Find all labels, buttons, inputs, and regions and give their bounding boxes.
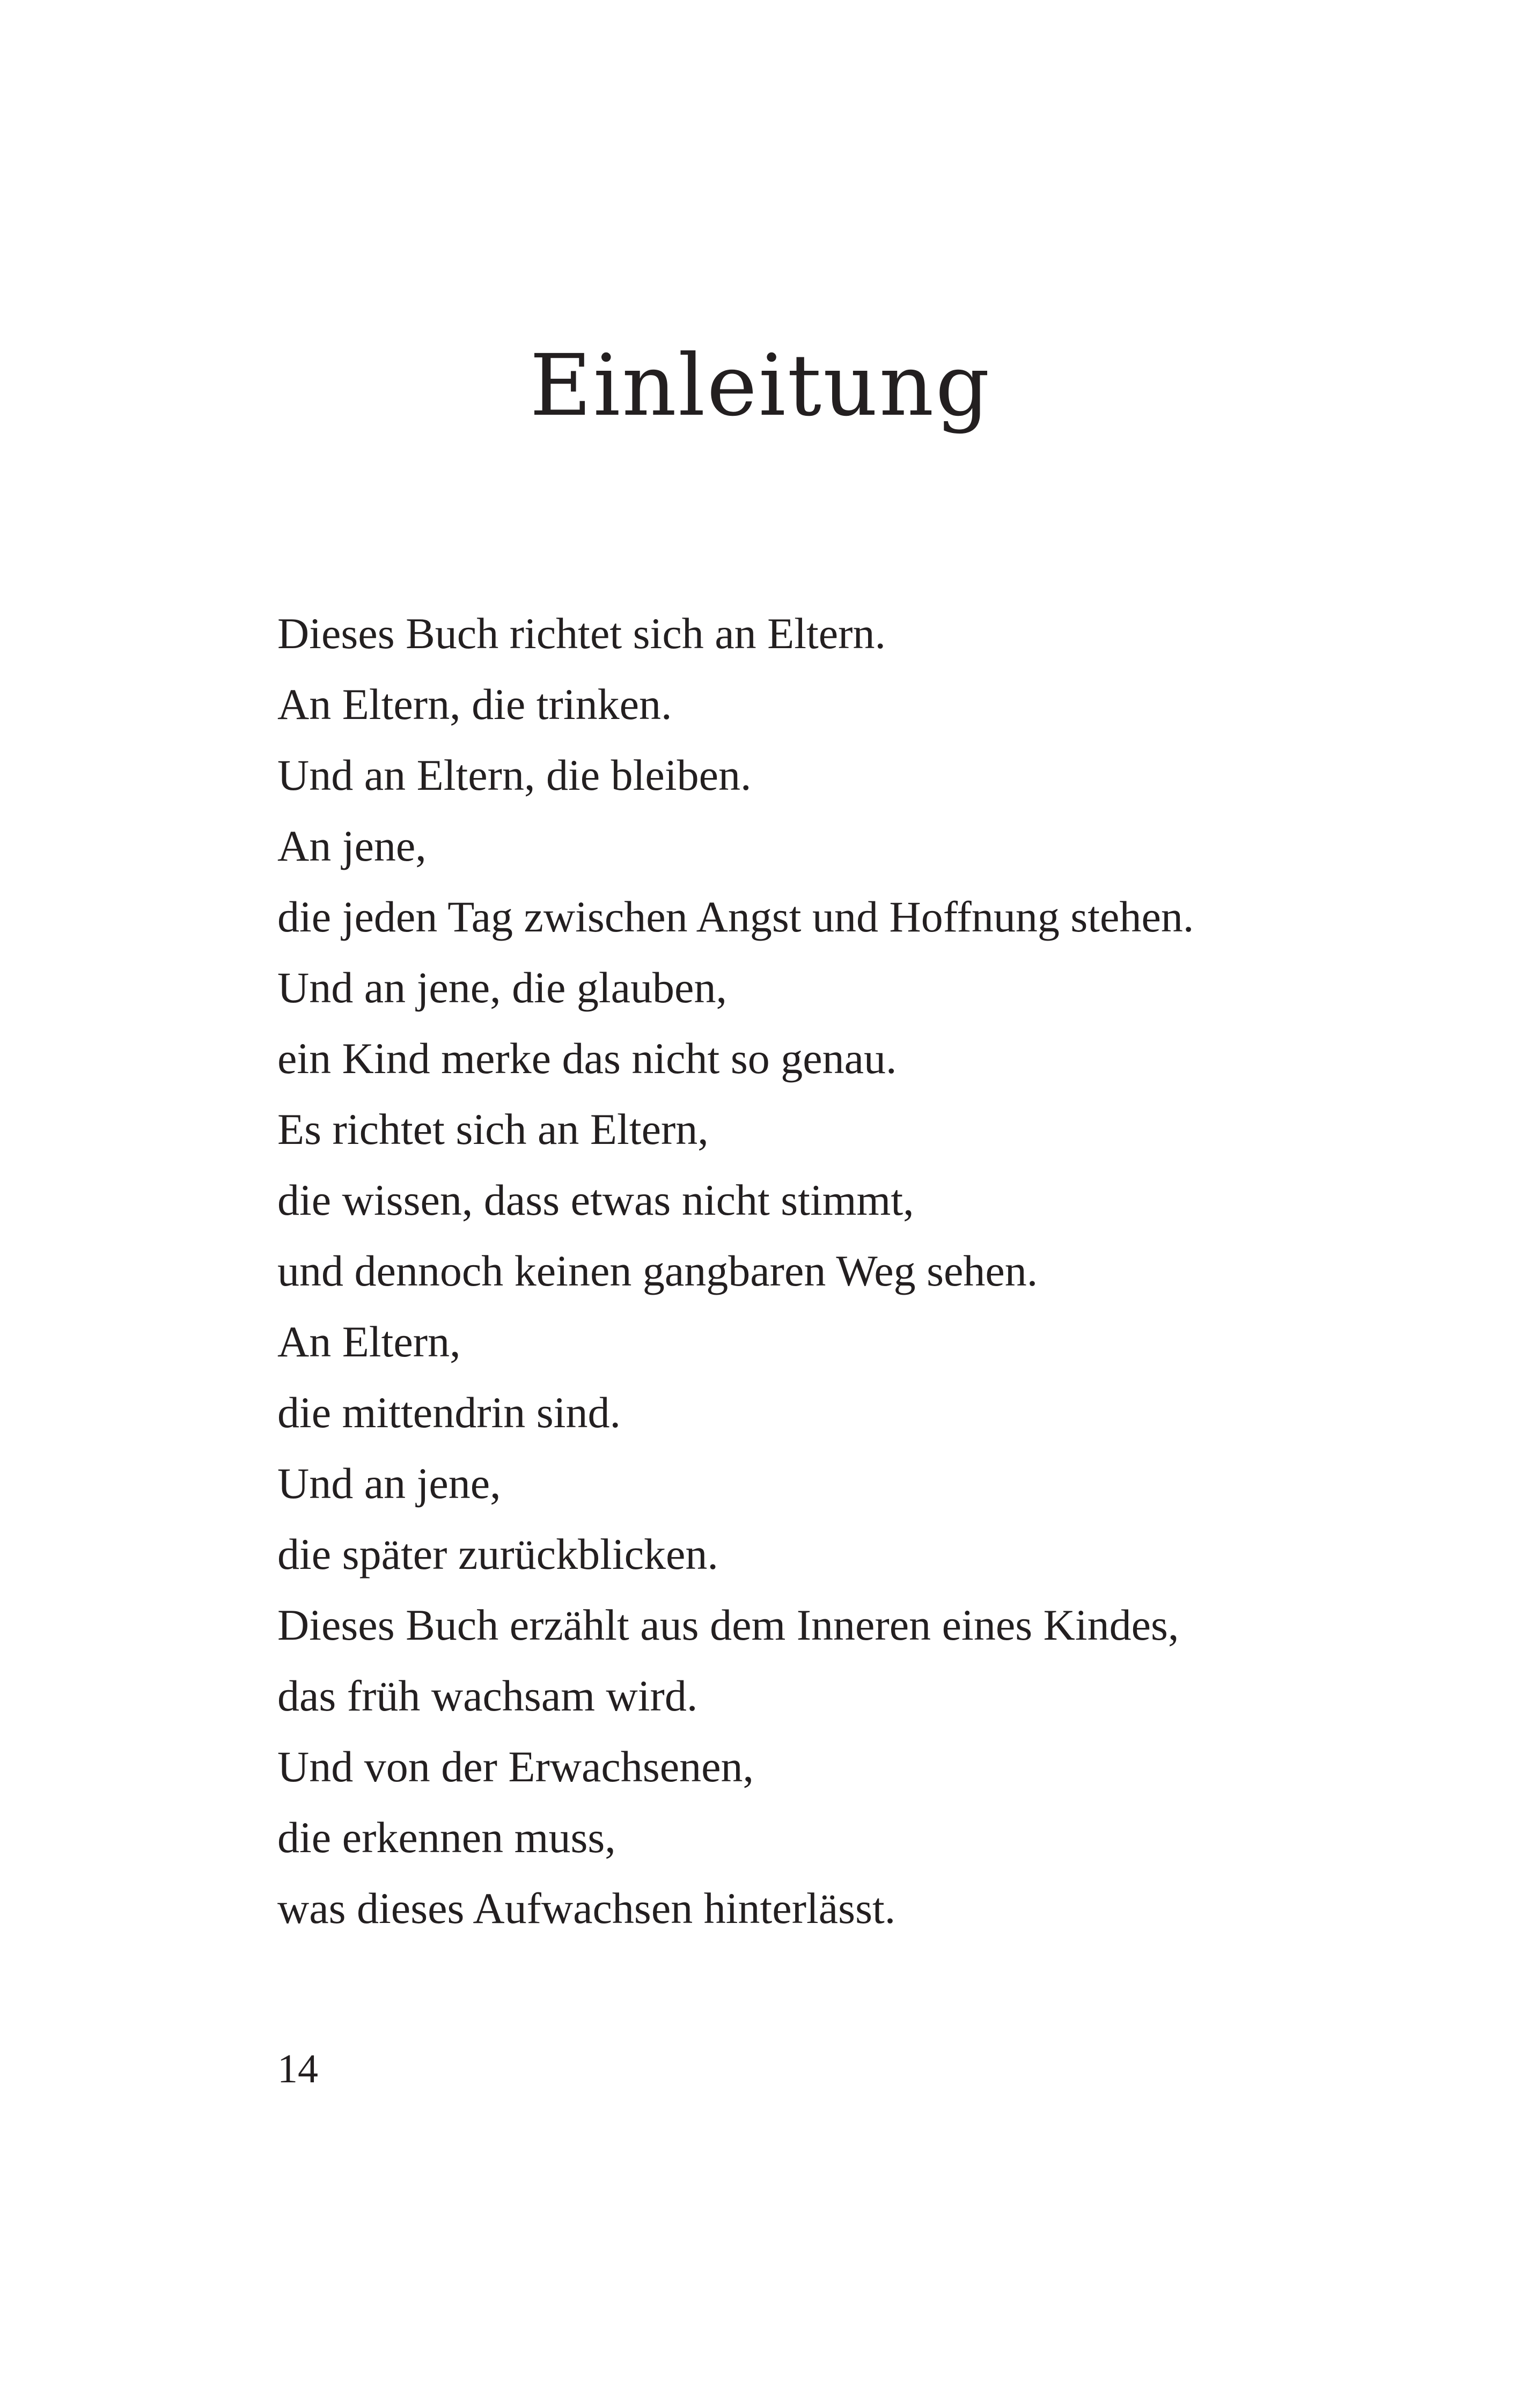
poem-line: An Eltern, bbox=[277, 1317, 461, 1366]
poem-line: Es richtet sich an Eltern, bbox=[277, 1105, 709, 1154]
poem-line: Und an Eltern, die bleiben. bbox=[277, 751, 752, 799]
poem-line: was dieses Aufwachsen hinterlässt. bbox=[277, 1884, 896, 1933]
poem-line: An jene, bbox=[277, 821, 427, 870]
poem-line: Und von der Erwachsenen, bbox=[277, 1742, 754, 1791]
poem-line: Und an jene, die glauben, bbox=[277, 963, 727, 1012]
poem-line: die erkennen muss, bbox=[277, 1813, 616, 1862]
poem-line: die jeden Tag zwischen Angst und Hoffnung stehen. bbox=[277, 892, 1194, 941]
poem-line: Dieses Buch erzählt aus dem Inneren eines Kindes, bbox=[277, 1601, 1179, 1649]
poem-line: Dieses Buch richtet sich an Eltern. bbox=[277, 609, 886, 658]
poem-line: die mittendrin sind. bbox=[277, 1388, 621, 1437]
poem-line: das früh wachsam wird. bbox=[277, 1671, 698, 1720]
poem-line: ein Kind merke das nicht so genau. bbox=[277, 1034, 897, 1083]
chapter-title: Einleitung bbox=[530, 336, 991, 435]
page-number: 14 bbox=[277, 2046, 318, 2091]
poem-text bbox=[277, 598, 1350, 1944]
poem-line: Und an jene, bbox=[277, 1459, 501, 1508]
poem-line: und dennoch keinen gangbaren Weg sehen. bbox=[277, 1246, 1038, 1295]
poem-line: die später zurückblicken. bbox=[277, 1530, 718, 1579]
poem-line: die wissen, dass etwas nicht stimmt, bbox=[277, 1176, 914, 1224]
poem-line: An Eltern, die trinken. bbox=[277, 680, 672, 729]
